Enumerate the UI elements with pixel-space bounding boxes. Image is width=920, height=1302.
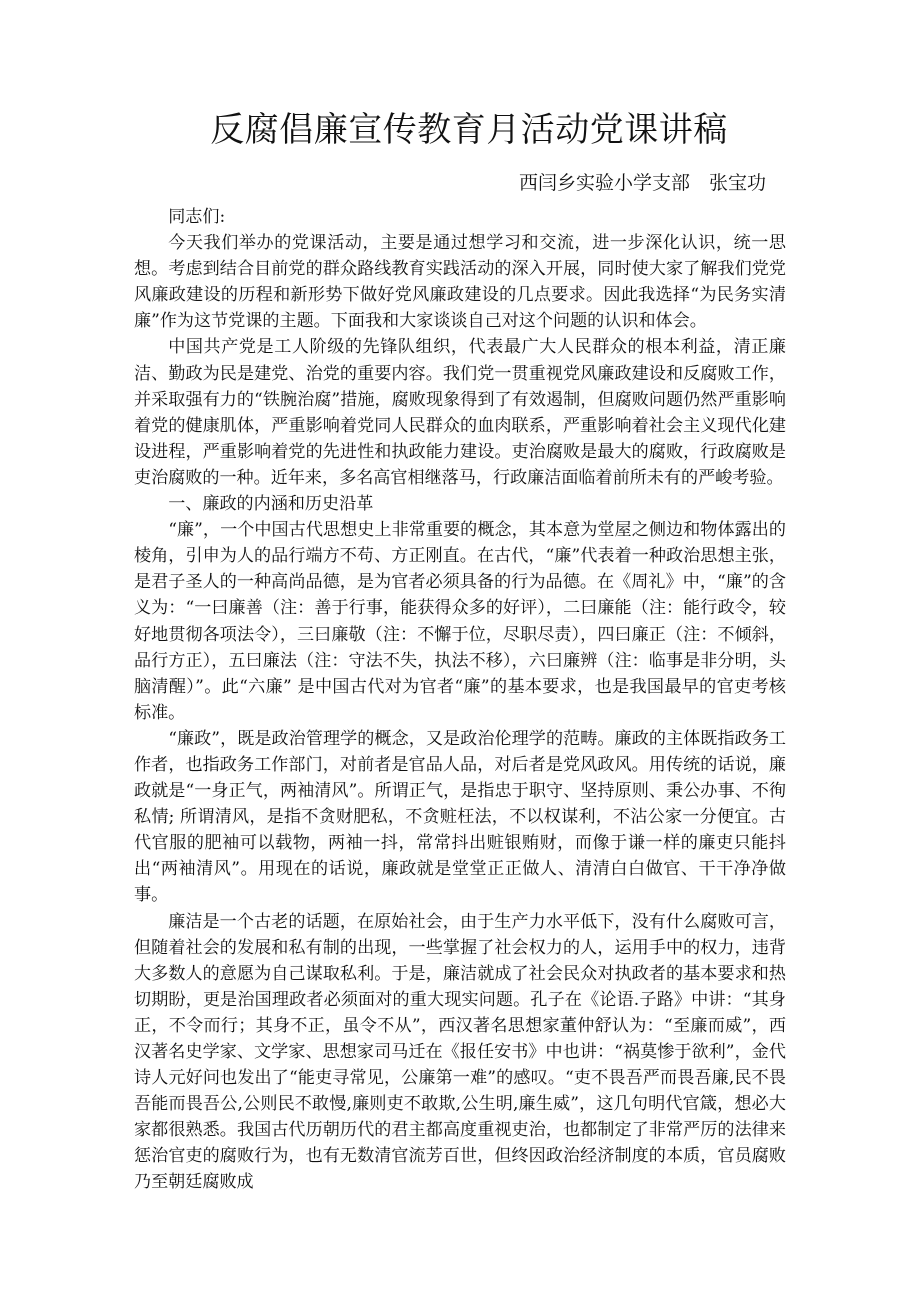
body-paragraph: 廉洁是一个古老的话题，在原始社会，由于生产力水平低下，没有什么腐败可言，但随着社会的发展和私有制的出现，一些掌握了社会权力的人，运用手中的权力，违背大多数人的意愿为自己谋取私利。于是，廉洁就成了社会民众对执政者的基本要求和热切期盼，更是治国理政者必须面对的重大现实问题。孔子在《论语.子路》中讲：“其身正，不令而行；其身不正，虽令不从”，西汉著名思想家董仲舒认为：“至廉而威”，西汉著名史学家、文学家、思想家司马迁在《报任安书》中也讲：“祸莫惨于欲利”，金代诗人元好问也发出了“能吏寻常见，公廉第一难”的感叹。“吏不畏吾严而畏吾廉,民不畏吾能而畏吾公,公则民不敢慢,廉则吏不敢欺,公生明,廉生威”，这几句明代官箴，想必大家都很熟悉。我国古代历朝历代的君主都高度重视吏治，也都制定了非常严厉的法律来惩治官吏的腐败行为，也有无数清官流芳百世，但终因政治经济制度的本质，官员腐败乃至朝廷腐败成 — [134, 911, 786, 1193]
document-body — [134, 204, 786, 1196]
body-paragraph: “廉政”，既是政治管理学的概念，又是政治伦理学的范畴。廉政的主体既指政务工作者，也指政务工作部门，对前者是官品人品，对后者是党风政风。用传统的话说，廉政就是“一身正气，两袖清风”。所谓正气，是指忠于职守、坚持原则、秉公办事、不徇私情; 所谓清风，是指不贪财肥私，不贪赃枉法，不以权谋利，不沾公家一分便宜。古代官服的肥袖可以载物，两袖一抖，常常抖出赃银贿财，而像于谦一样的廉吏只能抖出“两袖清风”。用现在的话说，廉政就是堂堂正正做人、清清白白做官、干干净净做事。 — [134, 728, 786, 906]
author-byline: 西闫乡实验小学支部 张宝功 — [518, 172, 766, 194]
salutation-paragraph: 同志们: — [168, 207, 226, 227]
document-title: 反腐倡廉宣传教育月活动党课讲稿 — [210, 110, 728, 150]
body-paragraph: 今天我们举办的党课活动，主要是通过想学习和交流，进一步深化认识，统一思想。考虑到结合目前党的群众路线教育实践活动的深入开展，同时使大家了解我们党党风廉政建设的历程和新形势下做好党风廉政建设的几点要求。因此我选择“为民务实清廉”作为这节党课的主题。下面我和大家谈谈自己对这个问题的认识和体会。 — [134, 233, 786, 332]
body-paragraph: “廉”，一个中国古代思想史上非常重要的概念，其本意为堂屋之侧边和物体露出的棱角，引申为人的品行端方不苟、方正刚直。在古代，“廉”代表着一种政治思想主张，是君子圣人的一种高尚品德，是为官者必须具备的行为品德。在《周礼》中，“廉”的含义为：“一曰廉善（注：善于行事，能获得众多的好评），二曰廉能（注：能行政令，较好地贯彻各项法令），三曰廉敬（注：不懈于位，尽职尽责），四曰廉正（注：不倾斜，品行方正），五曰廉法（注：守法不失，执法不移），六曰廉辨（注：临事是非分明，头脑清醒）”。此“六廉” 是中国古代对为官者“廉”的基本要求，也是我国最早的官吏考核标准。 — [134, 520, 786, 723]
body-paragraph: 中国共产党是工人阶级的先锋队组织，代表最广大人民群众的根本利益，清正廉洁、勤政为民是建党、治党的重要内容。我们党一贯重视党风廉政建设和反腐败工作，并采取强有力的“铁腕治腐”措施，腐败现象得到了有效遏制，但腐败问题仍然严重影响着党的健康肌体，严重影响着党同人民群众的血肉联系，严重影响着社会主义现代化建设进程，严重影响着党的先进性和执政能力建设。吏治腐败是最大的腐败，行政腐败是吏治腐败的一种。近年来，多名高官相继落马，行政廉洁面临着前所未有的严峻考验。 — [134, 337, 786, 488]
section-heading: 一、廉政的内涵和历史沿革 — [168, 494, 374, 515]
